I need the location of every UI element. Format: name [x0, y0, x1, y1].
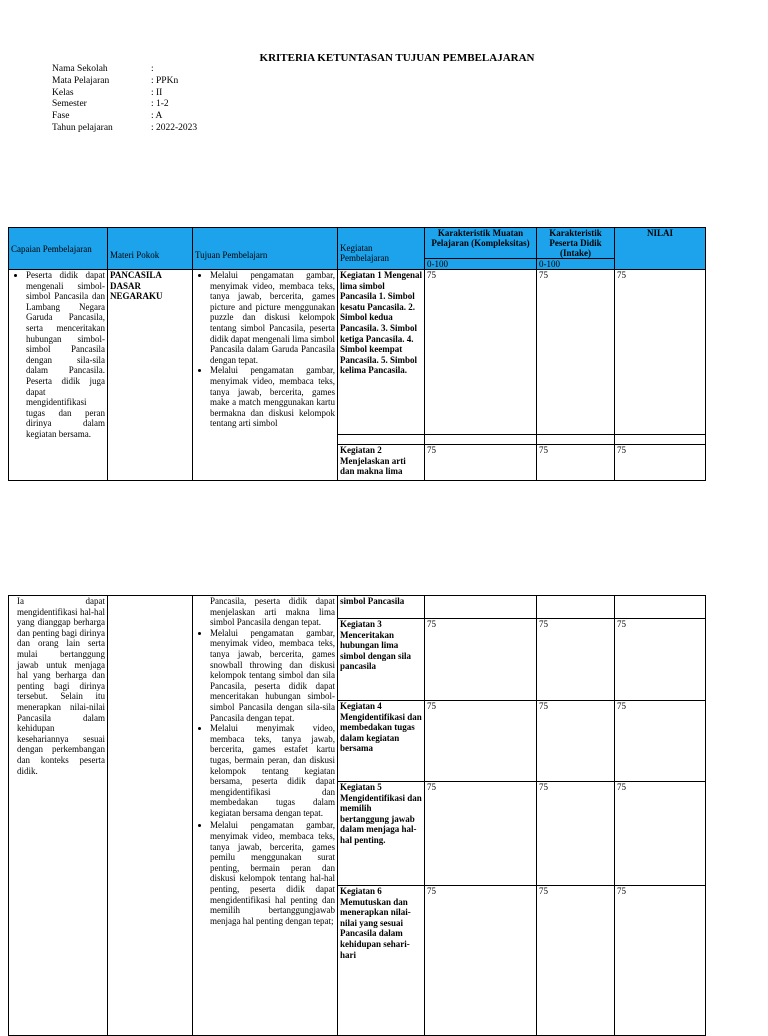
meta-value: : 1-2: [151, 99, 169, 110]
nilai-value: 75: [615, 701, 706, 782]
empty-cell: [425, 596, 537, 619]
kegiatan-cell: simbol Pancasila: [338, 596, 425, 619]
peserta-value: 75: [537, 445, 615, 481]
header-nilai: NILAI: [615, 228, 706, 270]
peserta-value: 75: [537, 782, 615, 886]
muatan-value: 75: [425, 445, 537, 481]
header-materi: Materi Pokok: [108, 228, 193, 270]
muatan-value: 75: [425, 619, 537, 701]
kegiatan-cell: Kegiatan 2 Menjelaskan arti dan makna lima: [338, 445, 425, 481]
tujuan-item: • Melalui pengamatan gambar, menyimak video, membaca teks, tanya jawab, bercerita, games make a match menggunakan kartu bermakna dan diskusi kelompok tentang arti simbol: [210, 365, 335, 429]
scale-muatan: 0-100: [425, 259, 537, 270]
materi-cell: PANCASILA DASAR NEGARAKU: [108, 270, 193, 481]
meta-label: Semester: [52, 99, 87, 110]
nilai-value: 75: [615, 270, 706, 435]
peserta-value: 75: [537, 619, 615, 701]
tujuan-continued: Pancasila, peserta didik dapat menjelaskan arti makna lima simbol Pancasila dengan tepat.: [210, 596, 335, 628]
muatan-value: 75: [425, 701, 537, 782]
meta-row: [52, 88, 197, 100]
capaian-text: • Peserta didik dapat mengenali simbol-simbol Pancasila dan Lambang Negara Garuda Pancasila, serta menceritakan hubungan simbol-simbol Pancasila dengan sila-sila dalam Pancasila. Peserta didik juga dapat mengidentifikasi tugas dan peran dirinya dalam kegiatan bersama.: [26, 270, 105, 440]
empty-cell: [615, 596, 706, 619]
muatan-value: 75: [425, 270, 537, 435]
header-row: [9, 228, 706, 259]
meta-row: [52, 64, 197, 76]
page-title: KRITERIA KETUNTASAN TUJUAN PEMBELAJARAN: [259, 52, 535, 64]
capaian-cell: [9, 270, 108, 481]
tujuan-cell: [193, 270, 338, 481]
peserta-value: 75: [537, 886, 615, 1036]
capaian-cell: Ia dapat mengidentifikasi hal-hal yang dianggap berharga dan penting bagi dirinya dan orang lain serta mulai bertanggung jawab untuk menjaga hal yang berharga dan penting bagi dirinya tersebut. Selain itu menerapkan nilai-nilai Pancasila dalam kehidupan kesehariannya sesuai dengan perkembangan dan konteks peserta didik.: [9, 596, 108, 1036]
header-kegiatan: Kegiatan Pembelajaran: [338, 228, 425, 270]
document-meta: [52, 64, 197, 135]
kegiatan-cell: Kegiatan 1 Mengenal lima simbol Pancasila 1. Simbol kesatu Pancasila. 2. Simbol kedua Pancasila. 3. Simbol ketiga Pancasila. 4. Simbol keempat Pancasila. 5. Simbol kelima Pancasila.: [338, 270, 425, 435]
empty-cell: [537, 596, 615, 619]
empty-cell: [425, 435, 537, 445]
tujuan-item: • Melalui pengamatan gambar, menyimak video, membaca teks, tanya jawab, bercerita, games pemilu menggunakan surat penting, bermain peran dan diskusi kelompok tentang hal-hal penting, peserta didik dapat mengidentifikasi hal penting dan memilih bertanggungjawab menjaga hal penting dengan tepat;: [210, 820, 335, 926]
meta-label: Nama Sekolah: [52, 64, 108, 74]
muatan-value: 75: [425, 782, 537, 886]
meta-value: : 2022-2023: [151, 122, 198, 133]
tujuan-cell: [193, 596, 338, 1036]
nilai-value: 75: [615, 886, 706, 1036]
kegiatan-cell: Kegiatan 4 Mengidentifikasi dan membedakan tugas dalam kegiatan bersama: [338, 701, 425, 782]
header-muatan: Karakteristik Muatan Pelajaran (Kompleksitas): [425, 228, 537, 259]
meta-value: : A: [151, 111, 163, 122]
meta-label: Fase: [52, 111, 70, 122]
table-row: [9, 596, 706, 619]
meta-row: [52, 76, 197, 88]
empty-cell: [338, 435, 425, 445]
meta-value: : II: [151, 87, 163, 98]
meta-label: Kelas: [52, 87, 74, 98]
meta-value: :: [151, 64, 154, 74]
header-capaian: Capaian Pembelajaran: [9, 228, 108, 270]
meta-row: [52, 123, 197, 135]
criteria-table-page-1: [8, 227, 706, 481]
tujuan-item: • Melalui pengamatan gambar, menyimak video, membaca teks, tanya jawab, bercerita, games picture and picture menggunakan puzzle dan diskusi kelompok tentang simbol Pancasila, peserta didik dapat mengenali lima simbol Pancasila dalam Garuda Pancasila dengan tepat.: [210, 270, 335, 365]
nilai-value: 75: [615, 782, 706, 886]
meta-label: Mata Pelajaran: [52, 75, 110, 86]
scale-peserta: 0-100: [537, 259, 615, 270]
kegiatan-cell: Kegiatan 6 Memutuskan dan menerapkan nilai-nilai yang sesuai Pancasila dalam kehidupan sehari-hari: [338, 886, 425, 1036]
header-peserta: Karakteristik Peserta Didik (Intake): [537, 228, 615, 259]
muatan-value: 75: [425, 886, 537, 1036]
nilai-value: 75: [615, 619, 706, 701]
peserta-value: 75: [537, 270, 615, 435]
meta-label: Tahun pelajaran: [52, 122, 113, 133]
header-tujuan: Tujuan Pembelajarn: [193, 228, 338, 270]
kegiatan-cell: Kegiatan 3 Menceritakan hubungan lima simbol dengan sila pancasila: [338, 619, 425, 701]
meta-row: [52, 99, 197, 111]
nilai-value: 75: [615, 445, 706, 481]
kegiatan-cell: Kegiatan 5 Mengidentifikasi dan memilih bertanggung jawab dalam menjaga hal-hal penting.: [338, 782, 425, 886]
tujuan-item: • Melalui pengamatan gambar, menyimak video, membaca teks, tanya jawab, bercerita, games snowball throwing dan diskusi kelompok tentang simbol dan sila Pancasila, peserta didik dapat menceritakan hubungan simbol-simbol Pancasila dengan sila-sila Pancasila dengan tepat.: [210, 628, 335, 723]
empty-cell: [537, 435, 615, 445]
peserta-value: 75: [537, 701, 615, 782]
meta-value: : PPKn: [151, 75, 179, 86]
meta-row: [52, 111, 197, 123]
criteria-table-page-2: [8, 595, 706, 1036]
table-row: [9, 270, 706, 435]
empty-cell: [615, 435, 706, 445]
tujuan-item: • Melalui menyimak video, membaca teks, tanya jawab, bercerita, games estafet kartu tugas, bermain peran, dan diskusi kelompok tentang kegiatan bersama, peserta didik dapat mengidentifikasi dan membedakan tugas dalam kegiatan bersama dengan tepat.: [210, 723, 335, 818]
materi-cell: [108, 596, 193, 1036]
